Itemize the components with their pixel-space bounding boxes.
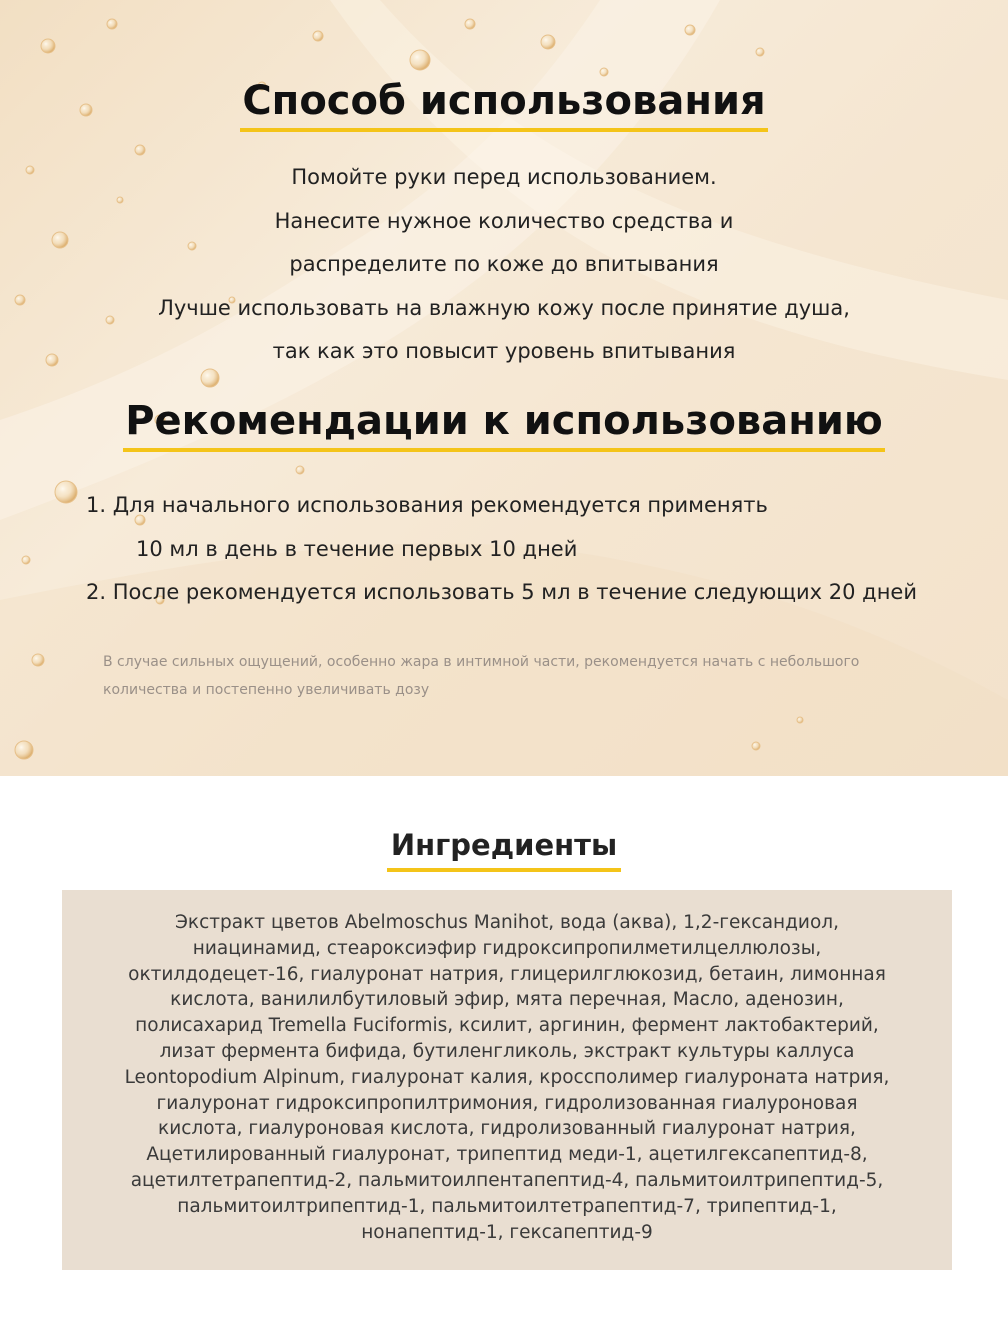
ingredients-line: кислота, гиалуроновая кислота, гидролизованный гиалуронат натрия, — [158, 1118, 856, 1140]
usage-line: распределите по коже до впитывания — [289, 252, 719, 276]
ingredients-list — [62, 910, 952, 1245]
ingredients-title-text: Ингредиенты — [387, 828, 621, 872]
usage-line: Помойте руки перед использованием. — [291, 165, 717, 189]
ingredients-line: полисахарид Tremella Fuciformis, ксилит, аргинин, фермент лактобактерий, — [135, 1015, 879, 1037]
recommendations-title — [0, 398, 1008, 452]
caution-note-line: количества и постепенно увеличивать дозу — [103, 682, 430, 698]
caution-note — [103, 648, 923, 704]
ingredients-line: ниацинамид, стеароксиэфир гидроксипропилметилцеллюлозы, — [192, 937, 822, 959]
usage-title-text: Способ использования — [240, 78, 767, 132]
usage-line: Лучше использовать на влажную кожу после принятие душа, — [158, 295, 850, 320]
usage-line: Нанесите нужное количество средства и — [274, 208, 734, 233]
ingredients-line: Ацетилированный гиалуронат, трипептид меди-1, ацетилгексапептид-8, — [146, 1144, 868, 1166]
recommendation-item-1-line-1: 1. Для начального использования рекомендуется применять — [86, 493, 768, 517]
ingredients-line: Экстракт цветов Abelmoschus Manihot, вода (аква), 1,2-гександиол, — [175, 912, 839, 933]
caution-note-line: В случае сильных ощущений, особенно жара в интимной части, рекомендуется начать с небольшого — [103, 654, 860, 670]
ingredients-line: нонапептид-1, гексапептид-9 — [361, 1221, 653, 1243]
ingredients-line: октилдодецет-16, гиалуронат натрия, глицерилглюкозид, бетаин, лимонная — [128, 963, 886, 985]
ingredients-line: лизат фермента бифида, бутиленгликоль, экстракт культуры каллуса — [159, 1040, 855, 1062]
recommendation-item-2: 2. После рекомендуется использовать 5 мл в течение следующих 20 дней — [86, 580, 917, 604]
ingredients-line: ацетилтетрапептид-2, пальмитоилпентапептид-4, пальмитоилтрипептид-5, — [130, 1169, 884, 1191]
usage-instructions — [0, 156, 1008, 374]
ingredients-line: Leontopodium Alpinum, гиалуронат калия, кросcполимер гиалуроната натрия, — [124, 1066, 890, 1088]
ingredients-line: пальмитоилтрипептид-1, пальмитоилтетрапептид-7, трипептид-1, — [177, 1195, 837, 1217]
usage-title — [0, 78, 1008, 132]
recommendations-title-text: Рекомендации к использованию — [123, 398, 885, 452]
ingredients-line: кислота, ванилилбутиловый эфир, мята перечная, Масло, аденозин, — [170, 989, 844, 1011]
usage-line: так как это повысит уровень впитывания — [272, 339, 736, 363]
ingredients-title — [0, 828, 1008, 872]
ingredients-box — [62, 890, 952, 1270]
ingredients-line: гиалуронат гидроксипропилтримония, гидролизованная гиалуроновая — [156, 1092, 858, 1114]
recommendation-item-1-line-2: 10 мл в день в течение первых 10 дней — [136, 537, 578, 561]
